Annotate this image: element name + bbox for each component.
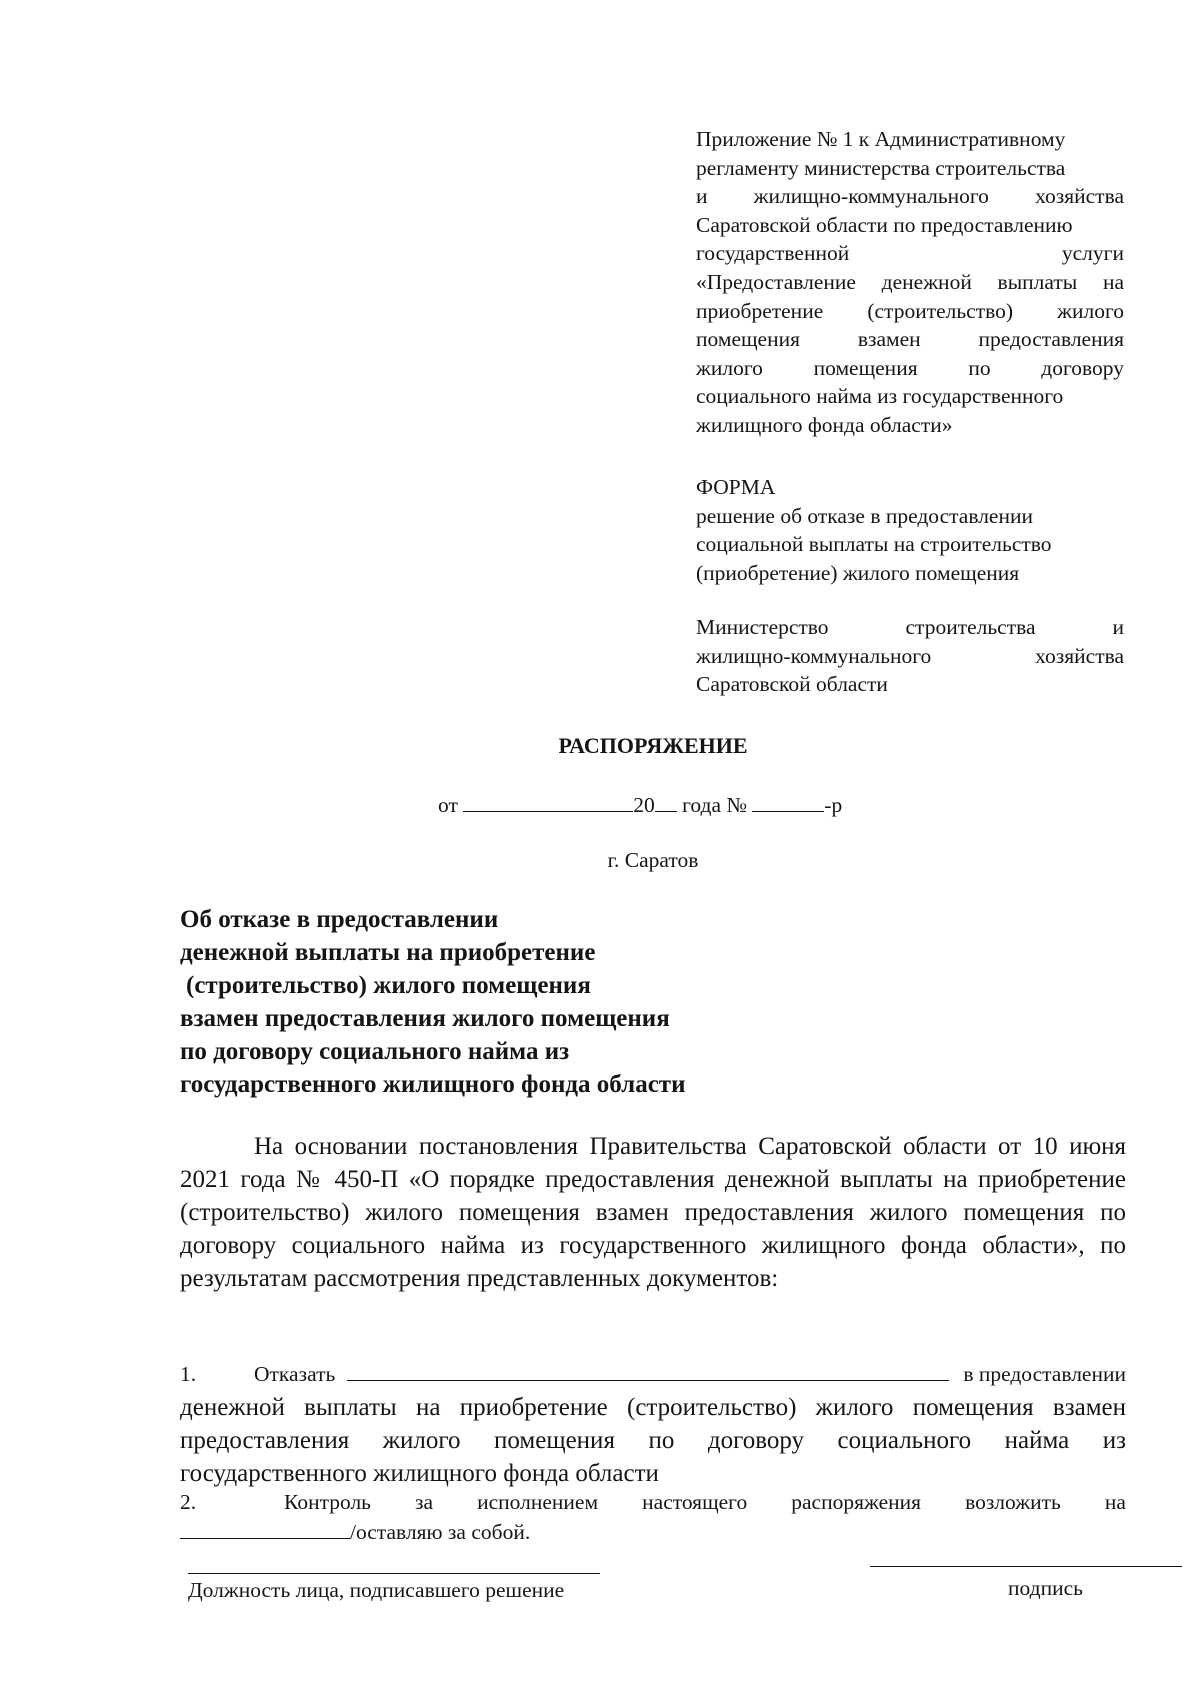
number-suffix: -р [824, 793, 843, 817]
document-title [180, 903, 800, 1101]
annex-line: регламенту министерства строительства [696, 155, 1066, 180]
form-line: социальной выплаты на строительство [696, 532, 1052, 557]
item-number: 1. [180, 1362, 197, 1386]
annex-line [696, 268, 1124, 297]
annex-line [696, 354, 1124, 383]
annex-word: договору [1041, 355, 1124, 380]
position-signature-line [188, 1573, 600, 1574]
date-century: 20 [633, 793, 655, 817]
annex-line [696, 297, 1124, 326]
ministry-block [696, 613, 1124, 699]
form-line: (приобретение) жилого помещения [696, 560, 1020, 585]
date-prefix: от [438, 793, 458, 817]
annex-line: Приложение № 1 к Административному [696, 127, 1066, 151]
annex-word: «Предоставление [696, 269, 856, 294]
annex-line: жилищного фонда области» [696, 412, 953, 437]
title-line: Об отказе в предоставлении [180, 906, 499, 933]
annex-word: по [968, 355, 991, 380]
annex-word: (строительство) [867, 298, 1014, 323]
ministry-line: Министерство строительства и [696, 615, 1124, 639]
annex-word: жилищно-коммунального [753, 184, 989, 209]
title-line: по договору социального найма из [180, 1038, 570, 1065]
title-line: денежной выплаты на приобретение [180, 939, 596, 966]
annex-line [696, 325, 1124, 354]
annex-word: взамен [857, 327, 921, 352]
annex-word: денежной [881, 269, 972, 294]
ministry-line: Саратовской области [696, 672, 888, 697]
item-1-verb: Отказать [254, 1362, 336, 1386]
document-type: РАСПОРЯЖЕНИЕ [558, 733, 748, 758]
annex-word: и [696, 184, 708, 209]
date-number-line [438, 791, 842, 818]
annex-word: приобретение [696, 298, 824, 323]
form-block [696, 473, 1124, 587]
form-label: ФОРМА [696, 475, 776, 499]
date-year-word: года № [682, 793, 747, 817]
form-line: решение об отказе в предоставлении [696, 503, 1033, 528]
city: г. Саратов [607, 848, 699, 872]
responsible-blank [180, 1518, 350, 1539]
item-2-tail: /оставляю за собой. [350, 1520, 531, 1544]
annex-line [696, 239, 1124, 268]
annex-line: Саратовской области по предоставлению [696, 212, 1073, 237]
signature-line [870, 1566, 1182, 1567]
preamble-paragraph: На основании постановления Правительства Саратовской области от 10 июня 2021 года № 450-П «О порядке предоставления денежной выплаты на приобретение (строительство) жилого помещения взамен предоставления жилого помещения по договору социального найма из государственного жилищного фонда области», по результатам рассмотрения представленных документов: [180, 1133, 1126, 1292]
item-2-second-line [180, 1517, 1126, 1547]
item-2 [180, 1487, 1126, 1547]
year-blank [655, 791, 677, 812]
item-1 [180, 1358, 1126, 1490]
annex-word: жилого [696, 355, 763, 380]
title-line: государственного жилищного фонда области [180, 1071, 686, 1098]
title-line: (строительство) жилого помещения [186, 972, 591, 999]
annex-line [696, 182, 1124, 211]
annex-header [696, 125, 1124, 440]
item-1-first-line [180, 1358, 1126, 1391]
number-blank [752, 791, 824, 812]
annex-word: на [1102, 269, 1124, 294]
date-blank [463, 791, 633, 812]
item-1-text: денежной выплаты на приобретение (строительство) жилого помещения взамен предоставления жилого помещения по договору социального найма из государственного жилищного фонда области [180, 1394, 1126, 1487]
annex-word: услуги [1061, 241, 1124, 266]
annex-line: социального найма из государственного [696, 384, 1064, 409]
annex-word: хозяйства [1035, 184, 1124, 209]
annex-word: жилого [1057, 298, 1124, 323]
title-line: взамен предоставления жилого помещения [180, 1005, 670, 1032]
annex-word: выплаты [997, 269, 1078, 294]
applicant-blank [347, 1360, 949, 1381]
signature-label: подпись [1008, 1576, 1083, 1600]
annex-word: предоставления [978, 327, 1124, 352]
annex-word: помещения [813, 355, 918, 380]
annex-word: государственной [696, 241, 850, 266]
item-1-tail: в предоставлении [963, 1362, 1126, 1386]
ministry-line: жилищно-коммунального хозяйства [696, 643, 1124, 668]
item-2-first-line: 2. Контроль за исполнением настоящего распоряжения возложить на [180, 1490, 1126, 1514]
position-label: Должность лица, подписавшего решение [188, 1578, 565, 1602]
annex-word: помещения [696, 327, 800, 352]
